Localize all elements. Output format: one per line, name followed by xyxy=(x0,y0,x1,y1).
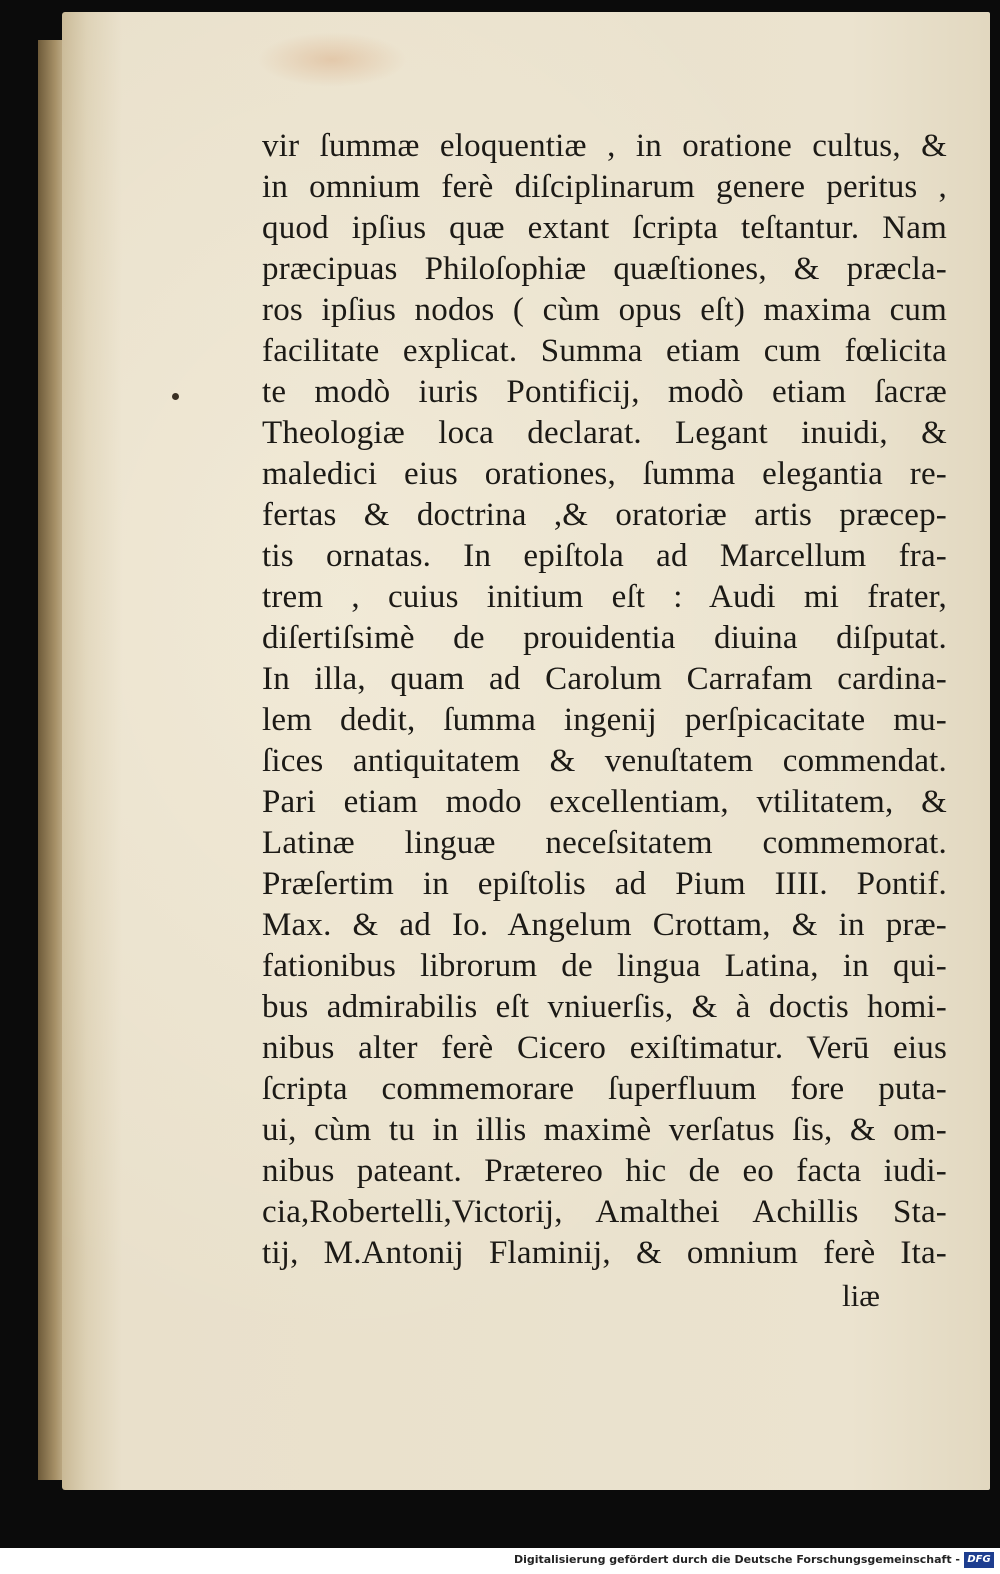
text-block xyxy=(262,126,947,1274)
paper-stain xyxy=(257,32,407,87)
text-line: diſertiſsimè de prouidentia diuina diſputat. xyxy=(262,620,947,656)
text-line: te modò iuris Pontificij, modò etiam ſacræ xyxy=(262,374,947,410)
text-line: lem dedit, ſumma ingenij perſpicacitate mu- xyxy=(262,702,947,738)
text-line: præcipuas Philoſophiæ quæſtiones, & præcla- xyxy=(262,251,947,287)
dfg-logo-icon: DFG xyxy=(964,1552,994,1568)
text-line: ſcripta commemorare ſuperfluum fore puta- xyxy=(262,1071,947,1107)
text-line: Theologiæ loca declarat. Legant inuidi, & xyxy=(262,415,947,451)
ink-dot xyxy=(172,393,179,400)
text-line: Præſertim in epiſtolis ad Pium IIII. Pontif. xyxy=(262,866,947,902)
text-line: maledici eius orationes, ſumma elegantia re- xyxy=(262,456,947,492)
text-line: nibus alter ferè Cicero exiſtimatur. Verū eius xyxy=(262,1030,947,1066)
text-line: In illa, quam ad Carolum Carrafam cardina- xyxy=(262,661,947,697)
text-line: cia,Robertelli,Victorij, Amalthei Achillis Sta- xyxy=(262,1194,947,1230)
text-line: nibus pateant. Prætereo hic de eo facta iudi- xyxy=(262,1153,947,1189)
text-line: ros ipſius nodos ( cùm opus eſt) maxima cum xyxy=(262,292,947,328)
text-line: quod ipſius quæ extant ſcripta teſtantur. Nam xyxy=(262,210,947,246)
text-line: Latinæ linguæ neceſsitatem commemorat. xyxy=(262,825,947,861)
text-line: fationibus librorum de lingua Latina, in qui- xyxy=(262,948,947,984)
text-line: trem , cuius initium eſt : Audi mi frater, xyxy=(262,579,947,615)
text-line: ſices antiquitatem & venuſtatem commendat. xyxy=(262,743,947,779)
text-line: Max. & ad Io. Angelum Crottam, & in præ- xyxy=(262,907,947,943)
footer-bar xyxy=(0,1548,1000,1574)
text-line: fertas & doctrina ,& oratoriæ artis præcep- xyxy=(262,497,947,533)
text-line: in omnium ferè diſciplinarum genere peritus , xyxy=(262,169,947,205)
text-line: tis ornatas. In epiſtola ad Marcellum fra- xyxy=(262,538,947,574)
catchword: liæ xyxy=(842,1278,880,1313)
text-line: ui, cùm tu in illis maximè verſatus ſis, & om- xyxy=(262,1112,947,1148)
footer-credit: Digitalisierung gefördert durch die Deutsche Forschungsgemeinschaft - xyxy=(513,1553,960,1566)
text-line: vir ſummæ eloquentiæ , in oratione cultus, & xyxy=(262,128,947,164)
text-line: Pari etiam modo excellentiam, vtilitatem, & xyxy=(262,784,947,820)
text-line: tij, M.Antonij Flaminij, & omnium ferè Ita- xyxy=(262,1235,947,1271)
text-line: facilitate explicat. Summa etiam cum fœlicita xyxy=(262,333,947,369)
text-line: bus admirabilis eſt vniuerſis, & à doctis homi- xyxy=(262,989,947,1025)
